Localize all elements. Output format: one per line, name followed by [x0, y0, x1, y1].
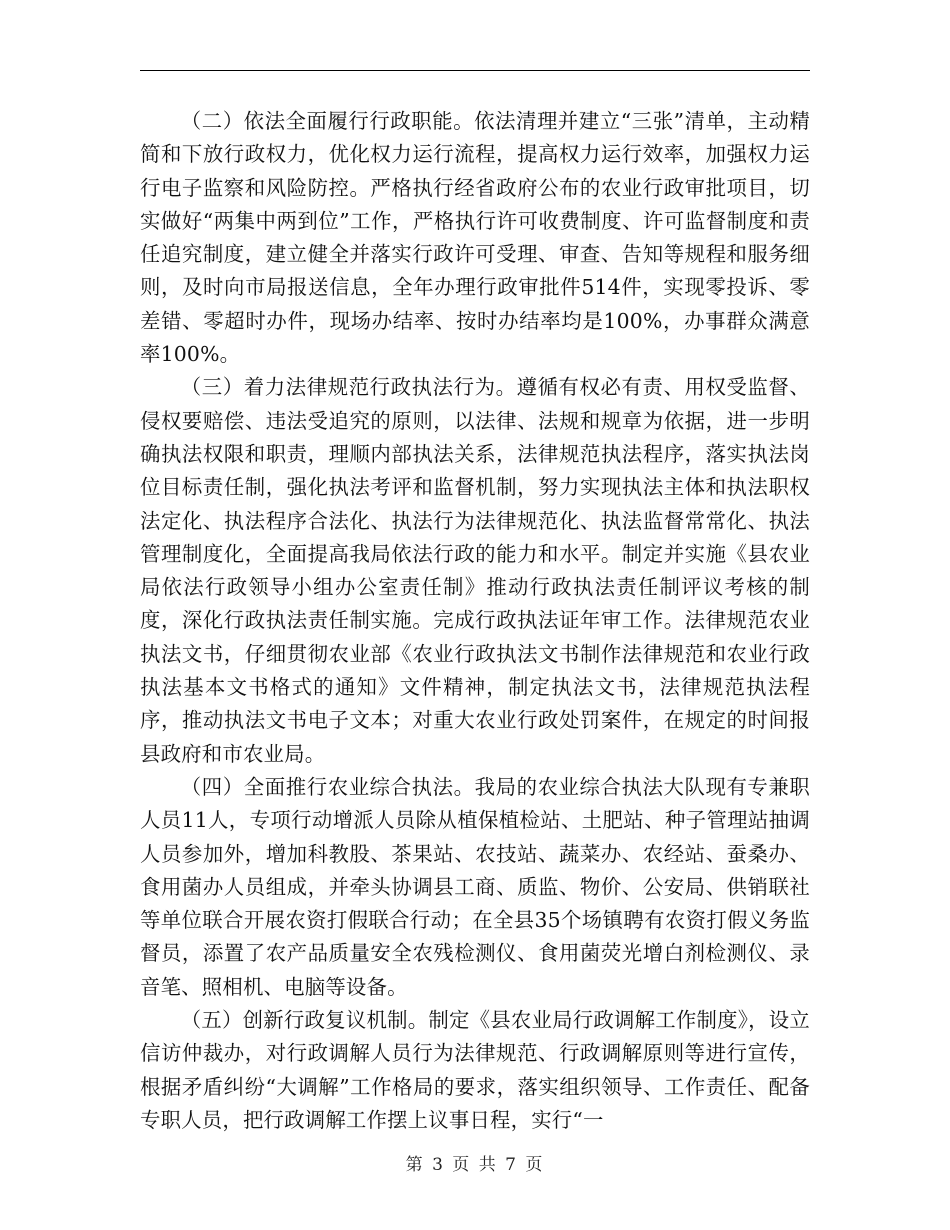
paragraph-section-3: （三）着力法律规范行政执法行为。遵循有权必有责、用权受监督、侵权要赔偿、违法受追究的原则，以法律、法规和规章为依据，进一步明确执法权限和职责，理顺内部执法关系，法律规范执法程序，落实执法岗位目标责任制，强化执法考评和监督机制，努力实现执法主体和执法职权法定化、执法程序合法化、执法行为法律规范化、执法监督常常化、执法管理制度化，全面提高我局依法行政的能力和水平。制定并实施《县农业局依法行政领导小组办公室责任制》推动行政执法责任制评议考核的制度，深化行政执法责任制实施。完成行政执法证年审工作。法律规范农业执法文书，仔细贯彻农业部《农业行政执法文书制作法律规范和农业行政执法基本文书格式的通知》文件精神，制定执法文书，法律规范执法程序，推动执法文书电子文本；对重大农业行政处罚案件，在规定的时间报县政府和市农业局。 [140, 375, 810, 766]
paragraph-section-2: （二）依法全面履行行政职能。依法清理并建立“三张”清单，主动精简和下放行政权力，优化权力运行流程，提高权力运行效率，加强权力运行电子监察和风险防控。严格执行经省政府公布的农业行政审批项目，切实做好“两集中两到位”工作，严格执行许可收费制度、许可监督制度和责任追究制度，建立健全并落实行政许可受理、审查、告知等规程和服务细则，及时向市局报送信息，全年办理行政审批件514件，实现零投诉、零差错、零超时办件，现场办结率、按时办结率均是100%，办事群众满意率100%。 [140, 109, 810, 367]
document-body [140, 105, 810, 1137]
page-number-footer: 第 3 页 共 7 页 [405, 1155, 545, 1175]
paragraph-section-4: （四）全面推行农业综合执法。我局的农业综合执法大队现有专兼职人员11人，专项行动增派人员除从植保植检站、土肥站、种子管理站抽调人员参加外，增加科教股、茶果站、农技站、蔬菜办、农经站、蚕桑办、食用菌办人员组成，并牵头协调县工商、质监、物价、公安局、供销联社等单位联合开展农资打假联合行动；在全县35个场镇聘有农资打假义务监督员，添置了农产品质量安全农残检测仪、食用菌荧光增白剂检测仪、录音笔、照相机、电脑等设备。 [140, 774, 810, 999]
header-rule [140, 70, 810, 71]
paragraph-section-5: （五）创新行政复议机制。制定《县农业局行政调解工作制度》，设立信访仲裁办，对行政调解人员行为法律规范、行政调解原则等进行宣传，根据矛盾纠纷“大调解”工作格局的要求，落实组织领导、工作责任、配备专职人员，把行政调解工作摆上议事日程，实行“一 [140, 1008, 810, 1132]
